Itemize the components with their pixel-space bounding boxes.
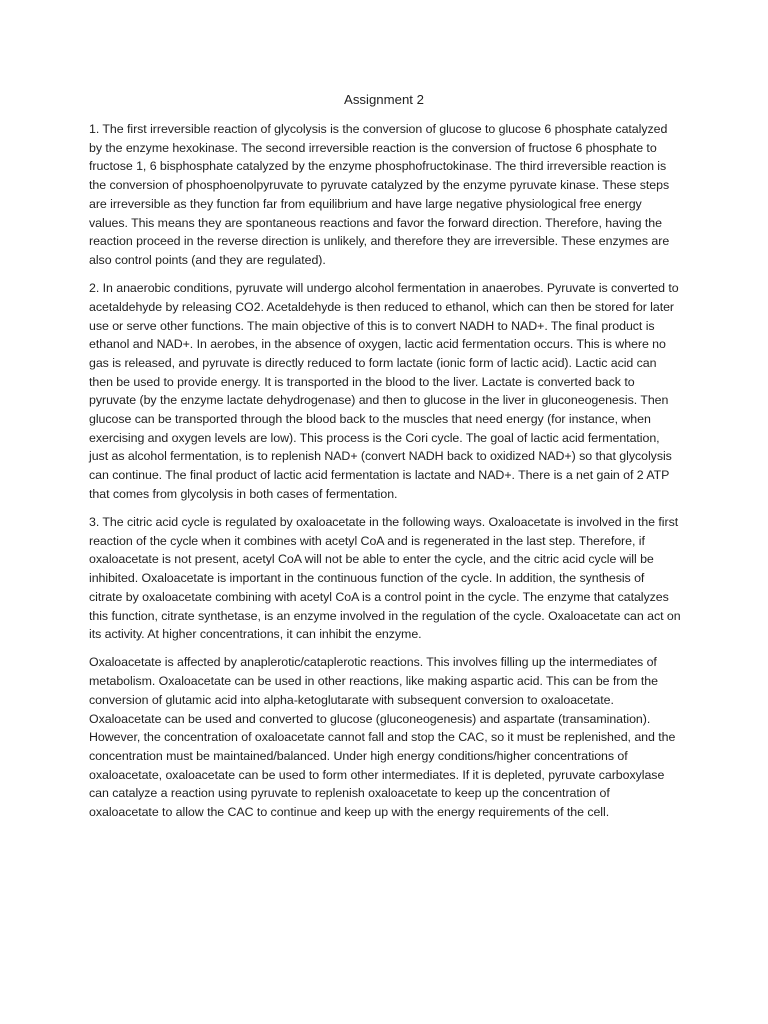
document-body bbox=[89, 120, 681, 831]
paragraph-1: 1. The first irreversible reaction of glycolysis is the conversion of glucose to glucose 6 phosphate catalyzed by the enzyme hexokinase. The second irreversible reaction is the conversion of fructose 6 phosphate to fructose 1, 6 bisphosphate catalyzed by the enzyme phosphofructokinase. The third irreversible reaction is the conversion of phosphoenolpyruvate to pyruvate catalyzed by the enzyme pyruvate kinase. These steps are irreversible as they function far from equilibrium and have large negative physiological free energy values. This means they are spontaneous reactions and favor the forward direction. Therefore, having the reaction proceed in the reverse direction is unlikely, and therefore they are irreversible. These enzymes are also control points (and they are regulated). bbox=[89, 122, 670, 267]
paragraph-2: 2. In anaerobic conditions, pyruvate will undergo alcohol fermentation in anaerobes. Pyruvate is converted to acetaldehyde by releasing CO2. Acetaldehyde is then reduced to ethanol, which can then be stored for later use or serve other functions. The main objective of this is to convert NADH to NAD+. The final product is ethanol and NAD+. In aerobes, in the absence of oxygen, lactic acid fermentation occurs. This is where no gas is released, and pyruvate is directly reduced to form lactate (ionic form of lactic acid). Lactic acid can then be used to provide energy. It is transported in the blood to the liver. Lactate is converted back to pyruvate (by the enzyme lactate dehydrogenase) and then to glucose in the liver in gluconeogenesis. Then glucose can be transported through the blood back to the muscles that need energy (for instance, when exercising and oxygen levels are low). This process is the Cori cycle. The goal of lactic acid fermentation, just as alcohol fermentation, is to replenish NAD+ (convert NADH back to oxidized NAD+) so that glycolysis can continue. The final product of lactic acid fermentation is lactate and NAD+. There is a net gain of 2 ATP that comes from glycolysis in both cases of fermentation. bbox=[89, 281, 679, 501]
paragraph-4: Oxaloacetate is affected by anaplerotic/cataplerotic reactions. This involves filling up the intermediates of metabolism. Oxaloacetate can be used in other reactions, like making aspartic acid. This can be from the conversion of glutamic acid into alpha-ketoglutarate with subsequent conversion to oxaloacetate. Oxaloacetate can be used and converted to glucose (gluconeogenesis) and aspartate (transamination). However, the concentration of oxaloacetate cannot fall and stop the CAC, so it must be replenished, and the concentration must be maintained/balanced. Under high energy conditions/higher concentrations of oxaloacetate, oxaloacetate can be used to form other intermediates. If it is depleted, pyruvate carboxylase can catalyze a reaction using pyruvate to replenish oxaloacetate to keep up the concentration of oxaloacetate to allow the CAC to continue and keep up with the energy requirements of the cell. bbox=[89, 655, 676, 820]
document-title: Assignment 2 bbox=[344, 92, 424, 107]
paragraph-3: 3. The citric acid cycle is regulated by oxaloacetate in the following ways. Oxaloacetate is involved in the first reaction of the cycle when it combines with acetyl CoA and is regenerated in the last step. Therefore, if oxaloacetate is not present, acetyl CoA will not be able to enter the cycle, and the citric acid cycle will be inhibited. Oxaloacetate is important in the continuous function of the cycle. In addition, the synthesis of citrate by oxaloacetate combining with acetyl CoA is a control point in the cycle. The enzyme that catalyzes this function, citrate synthetase, is an enzyme involved in the regulation of the cycle. Oxaloacetate can act on its activity. At higher concentrations, it can inhibit the enzyme. bbox=[89, 515, 681, 642]
